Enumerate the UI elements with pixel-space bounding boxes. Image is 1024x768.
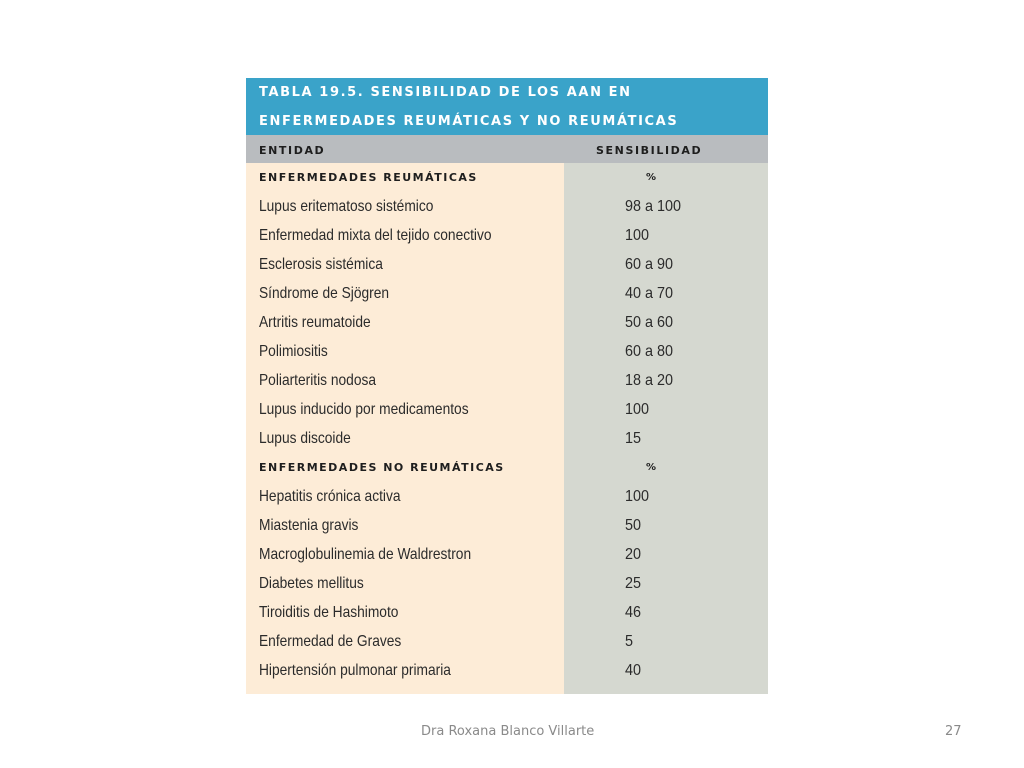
table-title-line-2: ENFERMEDADES REUMÁTICAS Y NO REUMÁTICAS [259,114,679,129]
sensitivity-table [246,78,768,694]
entity-cell: Macroglobulinemia de Waldrestron [259,546,472,563]
value-cell: 40 a 70 [625,285,674,302]
entity-cell: Enfermedad mixta del tejido conectivo [259,227,492,244]
table-row [246,627,768,656]
entity-cell: Miastenia gravis [259,517,359,534]
table-row [246,308,768,337]
table-row [246,366,768,395]
table-rows [246,163,768,685]
entity-cell: Polimiositis [259,343,328,360]
entity-cell: Enfermedad de Graves [259,633,402,650]
value-cell: 60 a 90 [625,256,674,273]
value-cell: 100 [625,401,650,418]
table-row [246,192,768,221]
entity-cell: Tiroiditis de Hashimoto [259,604,399,621]
value-cell: 25 [625,575,642,592]
table-row [246,598,768,627]
table-row [246,511,768,540]
section-label: ENFERMEDADES NO REUMÁTICAS [259,461,505,474]
value-cell: 15 [625,430,642,447]
table-row [246,569,768,598]
value-cell: 60 a 80 [625,343,674,360]
value-cell: 46 [625,604,642,621]
header-sensitivity: SENSIBILIDAD [596,144,703,157]
value-cell: 18 a 20 [625,372,674,389]
page-number: 27 [945,724,962,739]
entity-cell: Diabetes mellitus [259,575,364,592]
footer-author: Dra Roxana Blanco Villarte [421,724,595,739]
value-cell: 50 a 60 [625,314,674,331]
table-row [246,656,768,685]
entity-cell: Esclerosis sistémica [259,256,383,273]
table-row [246,540,768,569]
section-label: ENFERMEDADES REUMÁTICAS [259,171,478,184]
table-row [246,279,768,308]
entity-cell: Lupus inducido por medicamentos [259,401,469,418]
table-row [246,337,768,366]
header-entity: ENTIDAD [259,144,326,157]
table-body [246,163,768,694]
value-cell: 50 [625,517,642,534]
table-row [246,221,768,250]
section-row [246,453,768,482]
value-cell: 100 [625,227,650,244]
value-cell: 100 [625,488,650,505]
value-cell: 5 [625,633,634,650]
entity-cell: Síndrome de Sjögren [259,285,390,302]
table-row [246,250,768,279]
entity-cell: Lupus discoide [259,430,351,447]
value-cell: 98 a 100 [625,198,682,215]
entity-cell: Hipertensión pulmonar primaria [259,662,451,679]
table-row [246,482,768,511]
section-unit: % [646,172,657,183]
table-title-line-1: TABLA 19.5. SENSIBILIDAD DE LOS AAN EN [259,85,632,100]
table-row [246,395,768,424]
table-row [246,424,768,453]
table-header-row [246,135,768,163]
entity-cell: Lupus eritematoso sistémico [259,198,434,215]
entity-cell: Poliarteritis nodosa [259,372,377,389]
value-cell: 20 [625,546,642,563]
value-cell: 40 [625,662,642,679]
section-unit: % [646,462,657,473]
section-row [246,163,768,192]
entity-cell: Hepatitis crónica activa [259,488,401,505]
table-title-band [246,78,768,135]
entity-cell: Artritis reumatoide [259,314,371,331]
